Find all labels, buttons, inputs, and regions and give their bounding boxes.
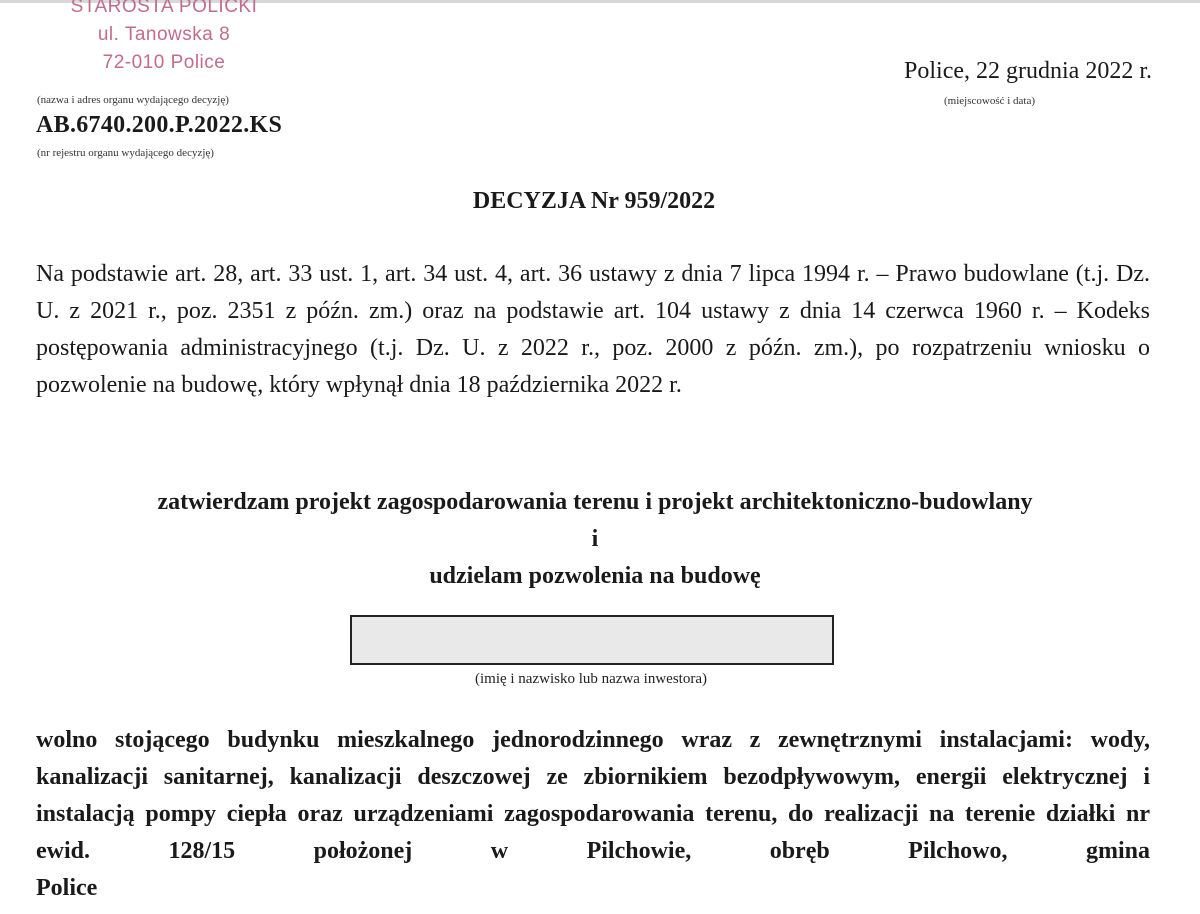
place-and-date: Police, 22 grudnia 2022 r. <box>904 58 1152 84</box>
approval-statement <box>0 484 1190 595</box>
redacted-investor-box <box>350 615 834 665</box>
register-caption: (nr rejestru organu wydającego decyzję) <box>37 147 214 159</box>
decision-title: DECYZJA Nr 959/2022 <box>472 188 716 214</box>
approval-line-permit: udzielam pozwolenia na budowę <box>429 563 761 589</box>
construction-scope-paragraph: wolno stojącego budynku mieszkalnego jednorodzinnego wraz z zewnętrznymi instalacjami: wody, kanalizacji sanitarnej, kanalizacji deszczowej ze zbiornikiem bezodpływowym, energii elektrycznej i instalacją pompy ciepła oraz urządzeniami zagospodarowania terenu, do realizacji na terenie działki nr ewid. 128/15 położonej w Pilchowie, obręb Pilchowo, gmina <box>36 727 1150 864</box>
register-number: AB.6740.200.P.2022.KS <box>36 112 283 138</box>
organ-caption: (nazwa i adres organu wydającego decyzję) <box>37 94 229 106</box>
place-date-caption: (miejscowość i data) <box>944 95 1036 107</box>
approval-line-conjunction: i <box>591 526 599 552</box>
construction-scope-last-word: Police <box>36 875 98 896</box>
stamp-line-city: 72-010 Police <box>102 52 226 73</box>
office-stamp <box>40 0 288 77</box>
stamp-line-office: STAROSTA POLICKI <box>70 0 258 17</box>
stamp-line-street: ul. Tanowska 8 <box>97 24 231 45</box>
investor-caption: (imię i nazwisko lub nazwa inwestora) <box>474 671 707 687</box>
approval-line-approve: zatwierdzam projekt zagospodarowania terenu i projekt architektoniczno-budowlany <box>157 489 1033 515</box>
legal-basis-paragraph: Na podstawie art. 28, art. 33 ust. 1, art. 34 ust. 4, art. 36 ustawy z dnia 7 lipca 1994 r. – Prawo budowlane (t.j. Dz. U. z 2021 r., poz. 2351 z późn. zm.) oraz na podstawie art. 104 ustawy z dnia 14 czerwca 1960 r. – Kodeks postępowania administracyjnego (t.j. Dz. U. z 2022 r., poz. 2000 z późn. zm.), po rozpatrzeniu wniosku o pozwolenie na budowę, który wpłynął dnia 18 października 2022 r. <box>36 261 1150 398</box>
